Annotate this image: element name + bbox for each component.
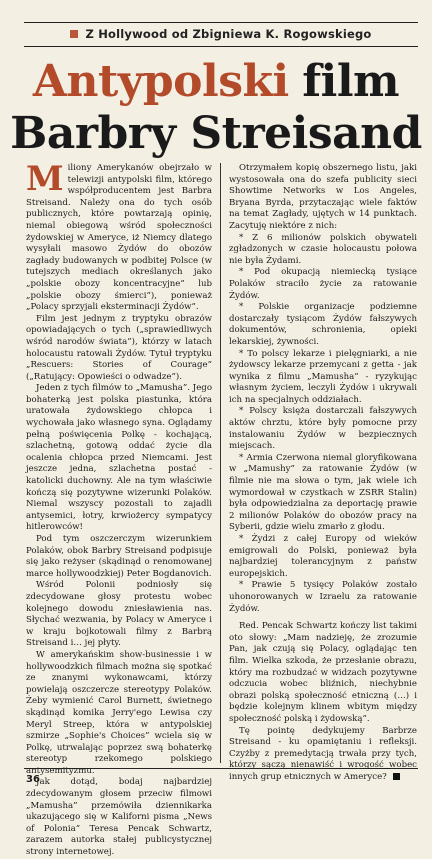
title-line-1 xyxy=(0,56,432,108)
right-paragraph-3 xyxy=(229,726,417,784)
bullet-7: * Żydzi z całej Europy od wieków emigrowali do Polski, ponieważ była najbardziej tolerancyjnym z państw europejskich. xyxy=(229,534,417,579)
right-paragraph-2: Red. Pencak Schwartz kończy list takimi oto słowy: „Mam nadzieję, że zrozumie Pan, jak czują się Polacy, oglądając ten film. Wielka szkoda, że przesłanie obrazu, który ma rozbudzać w widzach pozytywne odczucia wobec bliźnich, niechybnie obrazi polską społeczność etniczną (…) i będzie kolejnym klinem wbitym między społeczność polską i żydowską”. xyxy=(229,621,417,724)
right-column xyxy=(229,163,417,783)
left-paragraph-7: Jak dotąd, bodaj najbardziej zdecydowanym głosem przeciw filmowi „Mamusha” przemówiła dziennikarka ukazującego się w Kaliforni pisma „News of Polonia” Teresa Pencak Schwartz, zarazem autorka stałej publicystycznej strony internetowej. xyxy=(26,777,212,858)
right-paragraph-3-text: Tę pointę dedykujemy Barbrze Streisand - ku opamiętaniu i refleksji. Czyżby z premedytacją trwała przy tych, którzy sączą nienawiść i wrogość wobec innych grup etnicznych w Ameryce? xyxy=(229,725,417,782)
left-paragraph-6: W amerykańskim show-businessie i w hollywoodzkich filmach można się spotkać ze znanymi wykonawcami, którzy powielają oszczercze stereotypy Polaków. Żeby wymienić Carol Burnett, świetnego skądinąd komika Jerry'ego Lewisa czy Meryl Streep, która w antypolskiej szmirze „Sophie's Choices” wciela się w Polkę, utrwalając poprzez swą bohaterkę stereotyp rzekomego polskiego antysemityzmu. xyxy=(26,649,212,776)
end-mark-icon xyxy=(393,773,400,780)
bullet-4: * To polscy lekarze i pielęgniarki, a nie żydowscy lekarze przemycani z getta - jak wynika z filmu „Mamusha” - ryzykując własnym życiem, leczyli Żydów i ukrywali ich na specjalnych oddziałach. xyxy=(229,348,417,405)
bullet-2: * Pod okupacją niemiecką tysiące Polaków straciło życie za ratowanie Żydów. xyxy=(229,267,417,301)
left-paragraph-1-text: iliony Amerykanów obejrzało w telewizji antypolski film, którego współproducentem jest Barbra Streisand. Należy ona do tych osób publicznych, które powtarzają opinię, niemal obiegową wśród społeczności żydowskiej w Ameryce, iż Niemcy dlatego wysyłali masowo Żydów do obozów zagłady budowanych w podbitej Polsce (w tutejszych mediach określanych jako „polskie obozy koncentracyjne” lub „polskie obozy śmierci”), ponieważ „Polacy sprzyjali eksterminacji Żydów”. xyxy=(26,163,212,313)
section-header-text: Z Hollywood od Zbigniewa K. Rogowskiego xyxy=(85,27,372,41)
left-paragraph-3: Jeden z tych filmów to „Mamusha”. Jego bohaterką jest polska piastunka, która uratowała żydowskiego chłopca i wychowała jako własnego syna. Oglądamy pełną poświęcenia Polkę - kochającą, szlachetną, gotową oddać życie dla ocalenia chłopca przed Niemcami. Jest jeszcze jedna, szlachetna postać - katolicki duchowny. Ale na tym właściwie kończą się pozytywne wizerunki Polaków. Niemal wszyscy pozostali to zajadli antysemici, łotry, krwiożercy sympatycy hitlerowców! xyxy=(26,383,212,533)
left-paragraph-1 xyxy=(26,159,212,314)
bullet-6: * Armia Czerwona niemal gloryfikowana w „Mamushy” za ratowanie Żydów (w filmie nie ma słowa o tym, jak wiele ich wymordował w czystkach w ZSRR Stalin) była odpowiedzialna za deportację prawie 2 milionów Polaków do obozów pracy na Syberii, gdzie wielu zmarło z głodu. xyxy=(229,452,417,533)
section-header xyxy=(24,24,418,44)
header-square-icon xyxy=(70,30,78,38)
footer-rule xyxy=(24,768,418,769)
left-paragraph-2: Film jest jednym z tryptyku obrazów opowiadających o tych („sprawiedliwych wśród narodów świata”), którzy w latach holocaustu ratowali Żydów. Tytuł tryptyku „Rescuers: Stories of Courage” („Ratujący: Opowieści o odwadze”). xyxy=(26,313,212,382)
right-paragraph-1: Otrzymałem kopię obszernego listu, jaki wystosowała ona do szefa publicity sieci Showtime Networks w Los Angeles, Bryana Byrda, przytaczając wiele faktów na temat Zagłady, ujętych w 14 punktach. Zacytuję niektóre z nich: xyxy=(229,163,417,231)
bullet-3: * Polskie organizacje podziemne dostarczały tysiącom Żydów fałszywych dokumentów, schronienia, opieki lekarskiej, żywności. xyxy=(229,302,417,347)
left-paragraph-5: Wśród Polonii podniosły się zdecydowane głosy protestu wobec kolejnego dowodu zniesławienia nas. Słychać wezwania, by Polacy w Ameryce i w kraju bojkotowali filmy z Barbrą Streisand i… jej płyty. xyxy=(26,580,212,649)
title-word-antypolski: Antypolski xyxy=(32,56,289,107)
bullet-1: * Z 6 milionów polskich obywateli zgładzonych w czasie holocaustu połowa nie była Żydami. xyxy=(229,232,417,266)
header-top-rule xyxy=(24,22,418,23)
article-title xyxy=(0,56,432,160)
bullet-5: * Polscy księża dostarczali fałszywych aktów chrztu, które były pomocne przy instalowaniu Żydów w bezpiecznych miejscach. xyxy=(229,406,417,452)
title-line-2: Barbry Streisand xyxy=(10,108,422,159)
header-bottom-rule xyxy=(24,46,418,47)
drop-cap: M xyxy=(26,159,64,199)
page-number: 36 xyxy=(26,774,40,785)
left-column xyxy=(26,159,212,859)
column-divider xyxy=(220,163,221,763)
title-word-film: film xyxy=(302,56,400,107)
bullet-8: * Prawie 5 tysięcy Polaków zostało uhonorowanych w Izraelu za ratowanie Żydów. xyxy=(229,580,417,614)
left-paragraph-4: Pod tym oszczerczym wizerunkiem Polaków, obok Barbry Streisand podpisuje się jako reżyser (skądinąd o renomowanej marce hollywoodzkiej) Peter Bogdanovich. xyxy=(26,534,212,579)
